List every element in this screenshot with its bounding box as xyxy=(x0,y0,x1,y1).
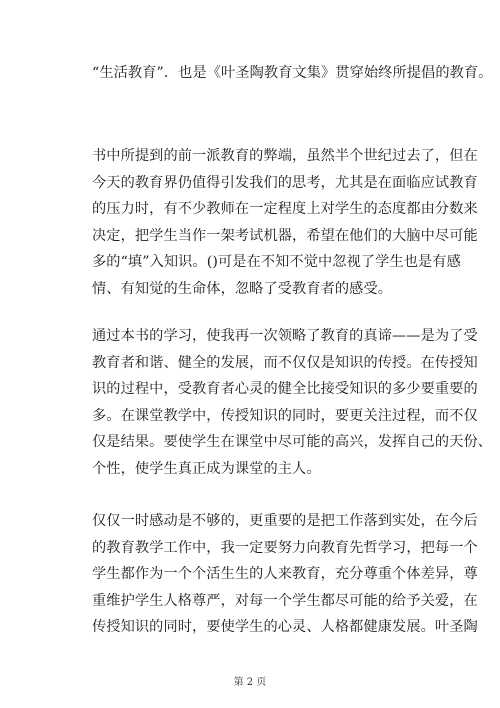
page-number: 第 2 页 xyxy=(233,677,267,688)
text-line: 重维护学生人格尊严，对每一个学生都尽可能的给予关爱，在 xyxy=(92,592,478,609)
paragraph-2 xyxy=(92,143,478,303)
text-line: 个性，使学生真正成为课堂的主人。 xyxy=(92,460,321,477)
paragraph-3 xyxy=(92,323,493,483)
text-line: 书中所提到的前一派教育的弊端，虽然半个世纪过去了，但在 xyxy=(92,148,478,164)
text-line: 学生都作为一个个活生生的人来教育，充分尊重个体差异，尊 xyxy=(92,566,478,583)
text-line: 仅仅一时感动是不够的，更重要的是把工作落到实处，在今后 xyxy=(92,513,478,529)
text-line: 今天的教育界仍值得引发我们的思考，尤其是在面临应试教育 xyxy=(92,174,478,191)
text-line: 决定，把学生当作一架考试机器，希望在他们的大脑中尽可能 xyxy=(92,227,478,244)
text-line: 多的“填”入知识。()可是在不知不觉中忽视了学生也是有感 xyxy=(92,254,461,271)
text-line: 情、有知觉的生命体，忽略了受教育者的感受。 xyxy=(92,280,393,297)
text-line: 仅是结果。要使学生在课堂中尽可能的高兴，发挥自己的天份、 xyxy=(92,434,493,451)
text-line: 教育者和谐、健全的发展，而不仅仅是知识的传授。在传授知 xyxy=(92,354,478,371)
text-line: “生活教育”．也是《叶圣陶教育文集》贯穿始终所提倡的教育。 xyxy=(92,65,493,81)
text-line: 通过本书的学习，使我再一次领略了教育的真谛——是为了受 xyxy=(92,328,478,344)
text-line: 多。在课堂教学中，传授知识的同时，要更关注过程，而不仅 xyxy=(92,407,478,424)
text-line: 的教育教学工作中，我一定要努力向教育先哲学习，把每一个 xyxy=(92,539,478,556)
paragraph-4 xyxy=(92,508,478,641)
text-line: 传授知识的同时，要使学生的心灵、人格都健康发展。叶圣陶 xyxy=(92,619,478,636)
paragraph-1 xyxy=(92,60,493,87)
text-line: 的压力时，有不少教师在一定程度上对学生的态度都由分数来 xyxy=(92,201,478,218)
text-line: 识的过程中，受教育者心灵的健全比接受知识的多少要重要的 xyxy=(92,381,478,398)
